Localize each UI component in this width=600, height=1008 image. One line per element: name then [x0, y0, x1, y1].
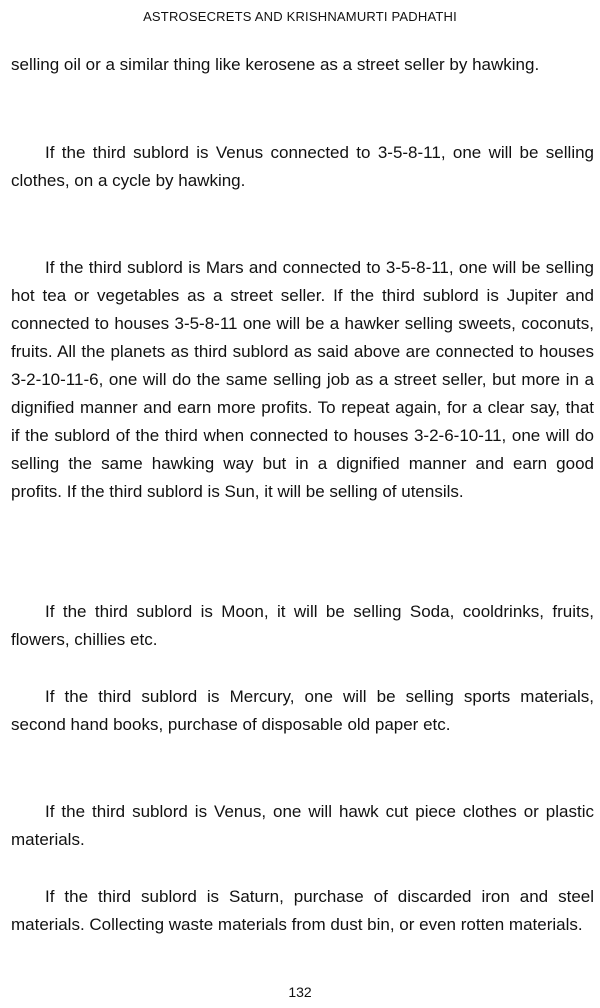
paragraph-saturn: If the third sublord is Saturn, purchase of discarded iron and steel materials. Collecting waste materials from dust bin, or even rotten materials.	[11, 887, 594, 934]
paragraph-venus-clothes: If the third sublord is Venus connected to 3-5-8-11, one will be selling clothes, on a cycle by hawking.	[11, 143, 594, 190]
paragraph-venus-plastic: If the third sublord is Venus, one will hawk cut piece clothes or plastic materials.	[11, 802, 594, 849]
running-header: ASTROSECRETS AND KRISHNAMURTI PADHATHI	[143, 9, 457, 24]
paragraph-moon: If the third sublord is Moon, it will be selling Soda, cooldrinks, fruits, flowers, chillies etc.	[11, 602, 594, 649]
paragraph-continuation: selling oil or a similar thing like kerosene as a street seller by hawking.	[11, 55, 540, 74]
paragraph-mercury: If the third sublord is Mercury, one will be selling sports materials, second hand books, purchase of disposable old paper etc.	[11, 687, 594, 734]
page-number: 132	[288, 984, 312, 1000]
paragraph-mars-jupiter: If the third sublord is Mars and connected to 3-5-8-11, one will be selling hot tea or vegetables as a street seller. If the third sublord is Jupiter and connected to houses 3-5-8-11 one will be a hawker selling sweets, coconuts, fruits. All the planets as third sublord as said above are connected to houses 3-2-10-11-6, one will do the same selling job as a street seller, but more in a dignified manner and earn more profits. To repeat again, for a clear say, that if the sublord of the third when connected to houses 3-2-6-10-11, one will do selling the same hawking way but in a dignified manner and earn good profits. If the third sublord is Sun, it will be selling of utensils.	[11, 258, 594, 501]
